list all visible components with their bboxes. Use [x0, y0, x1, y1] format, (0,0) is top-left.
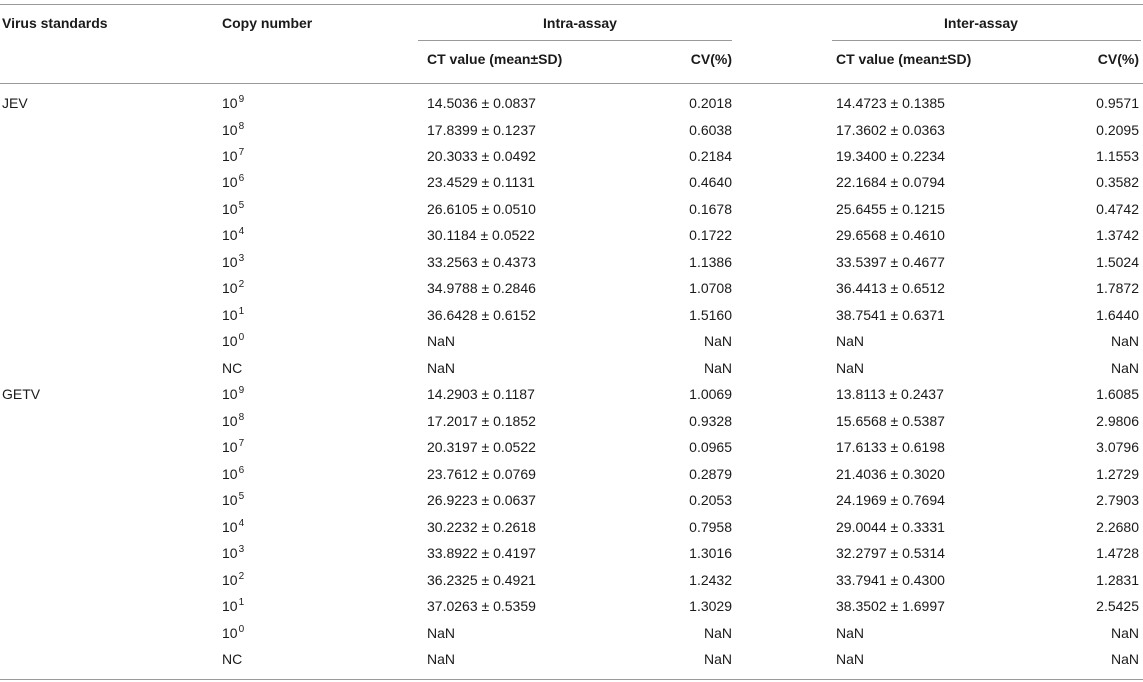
inter-ct-cell: 33.7941 ± 0.4300: [836, 571, 945, 588]
header-virus-standards: Virus standards: [2, 15, 108, 31]
inter-cv-cell: 2.7903: [1096, 492, 1139, 509]
inter-ct-cell: 38.7541 ± 0.6371: [836, 306, 945, 323]
copy-number-exponent: 2: [238, 570, 245, 582]
intra-cv-cell: 0.6038: [689, 121, 732, 138]
intra-cv-cell: 1.5160: [689, 306, 732, 323]
intra-ct-cell: 20.3033 ± 0.0492: [427, 148, 536, 164]
intra-ct-cell: NaN: [427, 651, 456, 668]
copy-number-cell: [222, 544, 244, 562]
copy-number-base: 10: [222, 227, 238, 244]
copy-number-base: 10: [222, 598, 238, 615]
intra-ct-cell: 30.1184 ± 0.0522: [427, 227, 535, 244]
inter-cv-cell: NaN: [1110, 359, 1139, 376]
intra-assay-underline: [418, 40, 732, 41]
copy-number-base: 10: [222, 333, 238, 350]
copy-number-cell: [222, 147, 244, 165]
inter-ct-cell: 32.2797 ± 0.5314: [836, 545, 945, 562]
intra-cv-cell: 0.1722: [689, 227, 732, 244]
copy-number-base: 10: [222, 439, 238, 456]
intra-ct-cell: 23.7612 ± 0.0769: [427, 465, 536, 482]
inter-cv-cell: NaN: [1110, 651, 1139, 668]
copy-number-base: 10: [222, 148, 238, 164]
intra-ct-cell: 30.2232 ± 0.2618: [427, 518, 536, 535]
inter-cv-cell: 2.2680: [1096, 518, 1139, 535]
copy-number-base: 10: [222, 412, 238, 429]
copy-number-base: 10: [222, 386, 238, 403]
copy-number-exponent: 7: [238, 147, 245, 158]
intra-cv-cell: 0.2184: [689, 148, 732, 164]
inter-ct-cell: 13.8113 ± 0.2437: [836, 386, 944, 403]
intra-cv-cell: 1.1386: [689, 253, 732, 270]
copy-number-cell: [222, 253, 244, 271]
inter-ct-cell: 25.6455 ± 0.1215: [836, 200, 945, 217]
copy-number-base: NC: [222, 359, 243, 376]
copy-number-cell: [222, 650, 242, 668]
intra-cv-cell: 0.2879: [689, 465, 732, 482]
intra-ct-cell: 36.2325 ± 0.4921: [427, 571, 536, 588]
copy-number-base: 10: [222, 624, 238, 641]
inter-ct-cell: 36.4413 ± 0.6512: [836, 280, 945, 297]
intra-cv-cell: NaN: [703, 333, 732, 350]
inter-cv-cell: NaN: [1110, 333, 1139, 350]
inter-cv-cell: 3.0796: [1096, 439, 1139, 456]
copy-number-exponent: 4: [238, 517, 245, 529]
copy-number-base: 10: [222, 518, 238, 535]
copy-number-exponent: 8: [238, 120, 245, 132]
intra-cv-cell: 0.9328: [689, 412, 732, 429]
intra-ct-cell: 33.8922 ± 0.4197: [427, 545, 536, 562]
copy-number-base: 10: [222, 174, 238, 191]
header-inter-cv: CV(%): [1097, 51, 1139, 67]
inter-ct-cell: 17.3602 ± 0.0363: [836, 121, 945, 138]
intra-ct-cell: NaN: [427, 333, 456, 350]
copy-number-cell: [222, 359, 242, 377]
intra-cv-cell: NaN: [703, 624, 732, 641]
copy-number-cell: [222, 173, 244, 191]
copy-number-base: NC: [222, 651, 243, 668]
intra-ct-cell: 36.6428 ± 0.6152: [427, 306, 536, 323]
virus-group-name: JEV: [2, 95, 28, 111]
intra-cv-cell: 1.3016: [689, 545, 732, 562]
inter-cv-cell: 1.7872: [1096, 280, 1139, 297]
copy-number-base: 10: [222, 280, 238, 297]
inter-cv-cell: 1.6085: [1096, 386, 1139, 403]
inter-cv-cell: 1.2729: [1096, 465, 1139, 482]
copy-number-cell: [222, 597, 244, 615]
intra-cv-cell: 0.2018: [689, 95, 732, 111]
inter-ct-cell: NaN: [836, 624, 865, 641]
header-intra-assay: Intra-assay: [543, 15, 617, 31]
intra-ct-cell: 17.8399 ± 0.1237: [427, 121, 536, 138]
header-copy-number: Copy number: [222, 15, 313, 31]
intra-cv-cell: 1.0708: [689, 280, 732, 297]
intra-ct-cell: 34.9788 ± 0.2846: [427, 280, 536, 297]
copy-number-exponent: 2: [238, 279, 245, 291]
copy-number-exponent: 1: [238, 305, 245, 317]
copy-number-exponent: 6: [238, 173, 245, 185]
intra-ct-cell: 17.2017 ± 0.1852: [427, 412, 536, 429]
intra-ct-cell: 26.6105 ± 0.0510: [427, 200, 536, 217]
copy-number-cell: [222, 121, 244, 139]
intra-cv-cell: 0.7958: [689, 518, 732, 535]
intra-cv-cell: 0.4640: [689, 174, 732, 191]
copy-number-cell: [222, 332, 244, 350]
inter-ct-cell: 38.3502 ± 1.6997: [836, 598, 945, 615]
intra-cv-cell: 0.0965: [689, 439, 732, 456]
copy-number-base: 10: [222, 253, 238, 270]
inter-ct-cell: 29.6568 ± 0.4610: [836, 227, 945, 244]
inter-ct-cell: 14.4723 ± 0.1385: [836, 95, 945, 111]
copy-number-cell: [222, 412, 244, 430]
copy-number-cell: [222, 94, 244, 112]
inter-ct-cell: NaN: [836, 651, 865, 668]
intra-cv-cell: 0.2053: [689, 492, 732, 509]
copy-number-exponent: 4: [238, 226, 245, 238]
inter-cv-cell: 1.6440: [1096, 306, 1139, 323]
inter-cv-cell: 2.5425: [1096, 598, 1139, 615]
copy-number-base: 10: [222, 571, 238, 588]
table-top-rule: [0, 4, 1143, 5]
copy-number-cell: [222, 226, 244, 244]
header-intra-cv: CV(%): [690, 51, 732, 67]
inter-ct-cell: NaN: [836, 333, 865, 350]
copy-number-exponent: 7: [238, 438, 245, 450]
inter-ct-cell: 29.0044 ± 0.3331: [836, 518, 945, 535]
inter-ct-cell: 21.4036 ± 0.3020: [836, 465, 945, 482]
inter-cv-cell: 1.1553: [1096, 148, 1139, 164]
intra-ct-cell: 14.2903 ± 0.1187: [427, 386, 535, 403]
intra-ct-cell: 26.9223 ± 0.0637: [427, 492, 536, 509]
header-inter-assay: Inter-assay: [944, 15, 1018, 31]
table-bottom-rule: [0, 679, 1143, 680]
copy-number-cell: [222, 306, 244, 324]
intra-ct-cell: NaN: [427, 624, 456, 641]
copy-number-base: 10: [222, 545, 238, 562]
inter-assay-underline: [832, 40, 1141, 41]
inter-cv-cell: NaN: [1110, 624, 1139, 641]
copy-number-cell: [222, 200, 244, 218]
header-inter-ct: CT value (mean±SD): [836, 51, 972, 67]
copy-number-exponent: 0: [238, 623, 245, 635]
copy-number-exponent: 5: [238, 199, 245, 211]
copy-number-cell: [222, 624, 244, 642]
copy-number-exponent: 9: [238, 385, 245, 397]
inter-ct-cell: 33.5397 ± 0.4677: [836, 253, 945, 270]
header-bottom-rule: [0, 83, 1143, 84]
inter-ct-cell: 24.1969 ± 0.7694: [836, 492, 945, 509]
intra-ct-cell: 23.4529 ± 0.1131: [427, 174, 535, 191]
copy-number-base: 10: [222, 465, 238, 482]
inter-cv-cell: 0.3582: [1096, 174, 1139, 191]
copy-number-exponent: 3: [238, 252, 245, 264]
intra-cv-cell: 0.1678: [689, 200, 732, 217]
copy-number-cell: [222, 279, 244, 297]
intra-ct-cell: 20.3197 ± 0.0522: [427, 439, 536, 456]
intra-cv-cell: 1.2432: [689, 571, 732, 588]
copy-number-exponent: 0: [238, 332, 245, 344]
copy-number-base: 10: [222, 306, 238, 323]
intra-cv-cell: 1.3029: [689, 598, 732, 615]
copy-number-exponent: 6: [238, 464, 245, 476]
copy-number-base: 10: [222, 492, 238, 509]
copy-number-exponent: 5: [238, 491, 245, 503]
inter-cv-cell: 2.9806: [1096, 412, 1139, 429]
copy-number-exponent: 1: [238, 597, 245, 609]
inter-ct-cell: NaN: [836, 359, 865, 376]
copy-number-cell: [222, 465, 244, 483]
intra-ct-cell: 14.5036 ± 0.0837: [427, 95, 536, 111]
copy-number-cell: [222, 385, 244, 403]
copy-number-cell: [222, 518, 244, 536]
copy-number-base: 10: [222, 121, 238, 138]
copy-number-cell: [222, 438, 244, 456]
inter-ct-cell: 22.1684 ± 0.0794: [836, 174, 945, 191]
copy-number-base: 10: [222, 200, 238, 217]
copy-number-exponent: 3: [238, 544, 245, 556]
virus-group-name: GETV: [2, 386, 41, 403]
inter-cv-cell: 1.5024: [1096, 253, 1139, 270]
intra-ct-cell: 37.0263 ± 0.5359: [427, 598, 536, 615]
copy-number-cell: [222, 491, 244, 509]
intra-ct-cell: 33.2563 ± 0.4373: [427, 253, 536, 270]
inter-ct-cell: 15.6568 ± 0.5387: [836, 412, 945, 429]
inter-cv-cell: 0.4742: [1096, 200, 1139, 217]
inter-ct-cell: 17.6133 ± 0.6198: [836, 439, 945, 456]
intra-ct-cell: NaN: [427, 359, 456, 376]
copy-number-cell: [222, 571, 244, 589]
inter-cv-cell: 0.2095: [1096, 121, 1139, 138]
intra-cv-cell: 1.0069: [689, 386, 732, 403]
inter-cv-cell: 1.2831: [1096, 571, 1139, 588]
inter-ct-cell: 19.3400 ± 0.2234: [836, 148, 945, 164]
intra-cv-cell: NaN: [703, 359, 732, 376]
intra-cv-cell: NaN: [703, 651, 732, 668]
inter-cv-cell: 1.3742: [1096, 227, 1139, 244]
inter-cv-cell: 0.9571: [1096, 95, 1139, 111]
copy-number-exponent: 8: [238, 411, 245, 423]
copy-number-exponent: 9: [238, 94, 245, 105]
inter-cv-cell: 1.4728: [1096, 545, 1139, 562]
copy-number-base: 10: [222, 95, 238, 111]
header-intra-ct: CT value (mean±SD): [427, 51, 563, 67]
